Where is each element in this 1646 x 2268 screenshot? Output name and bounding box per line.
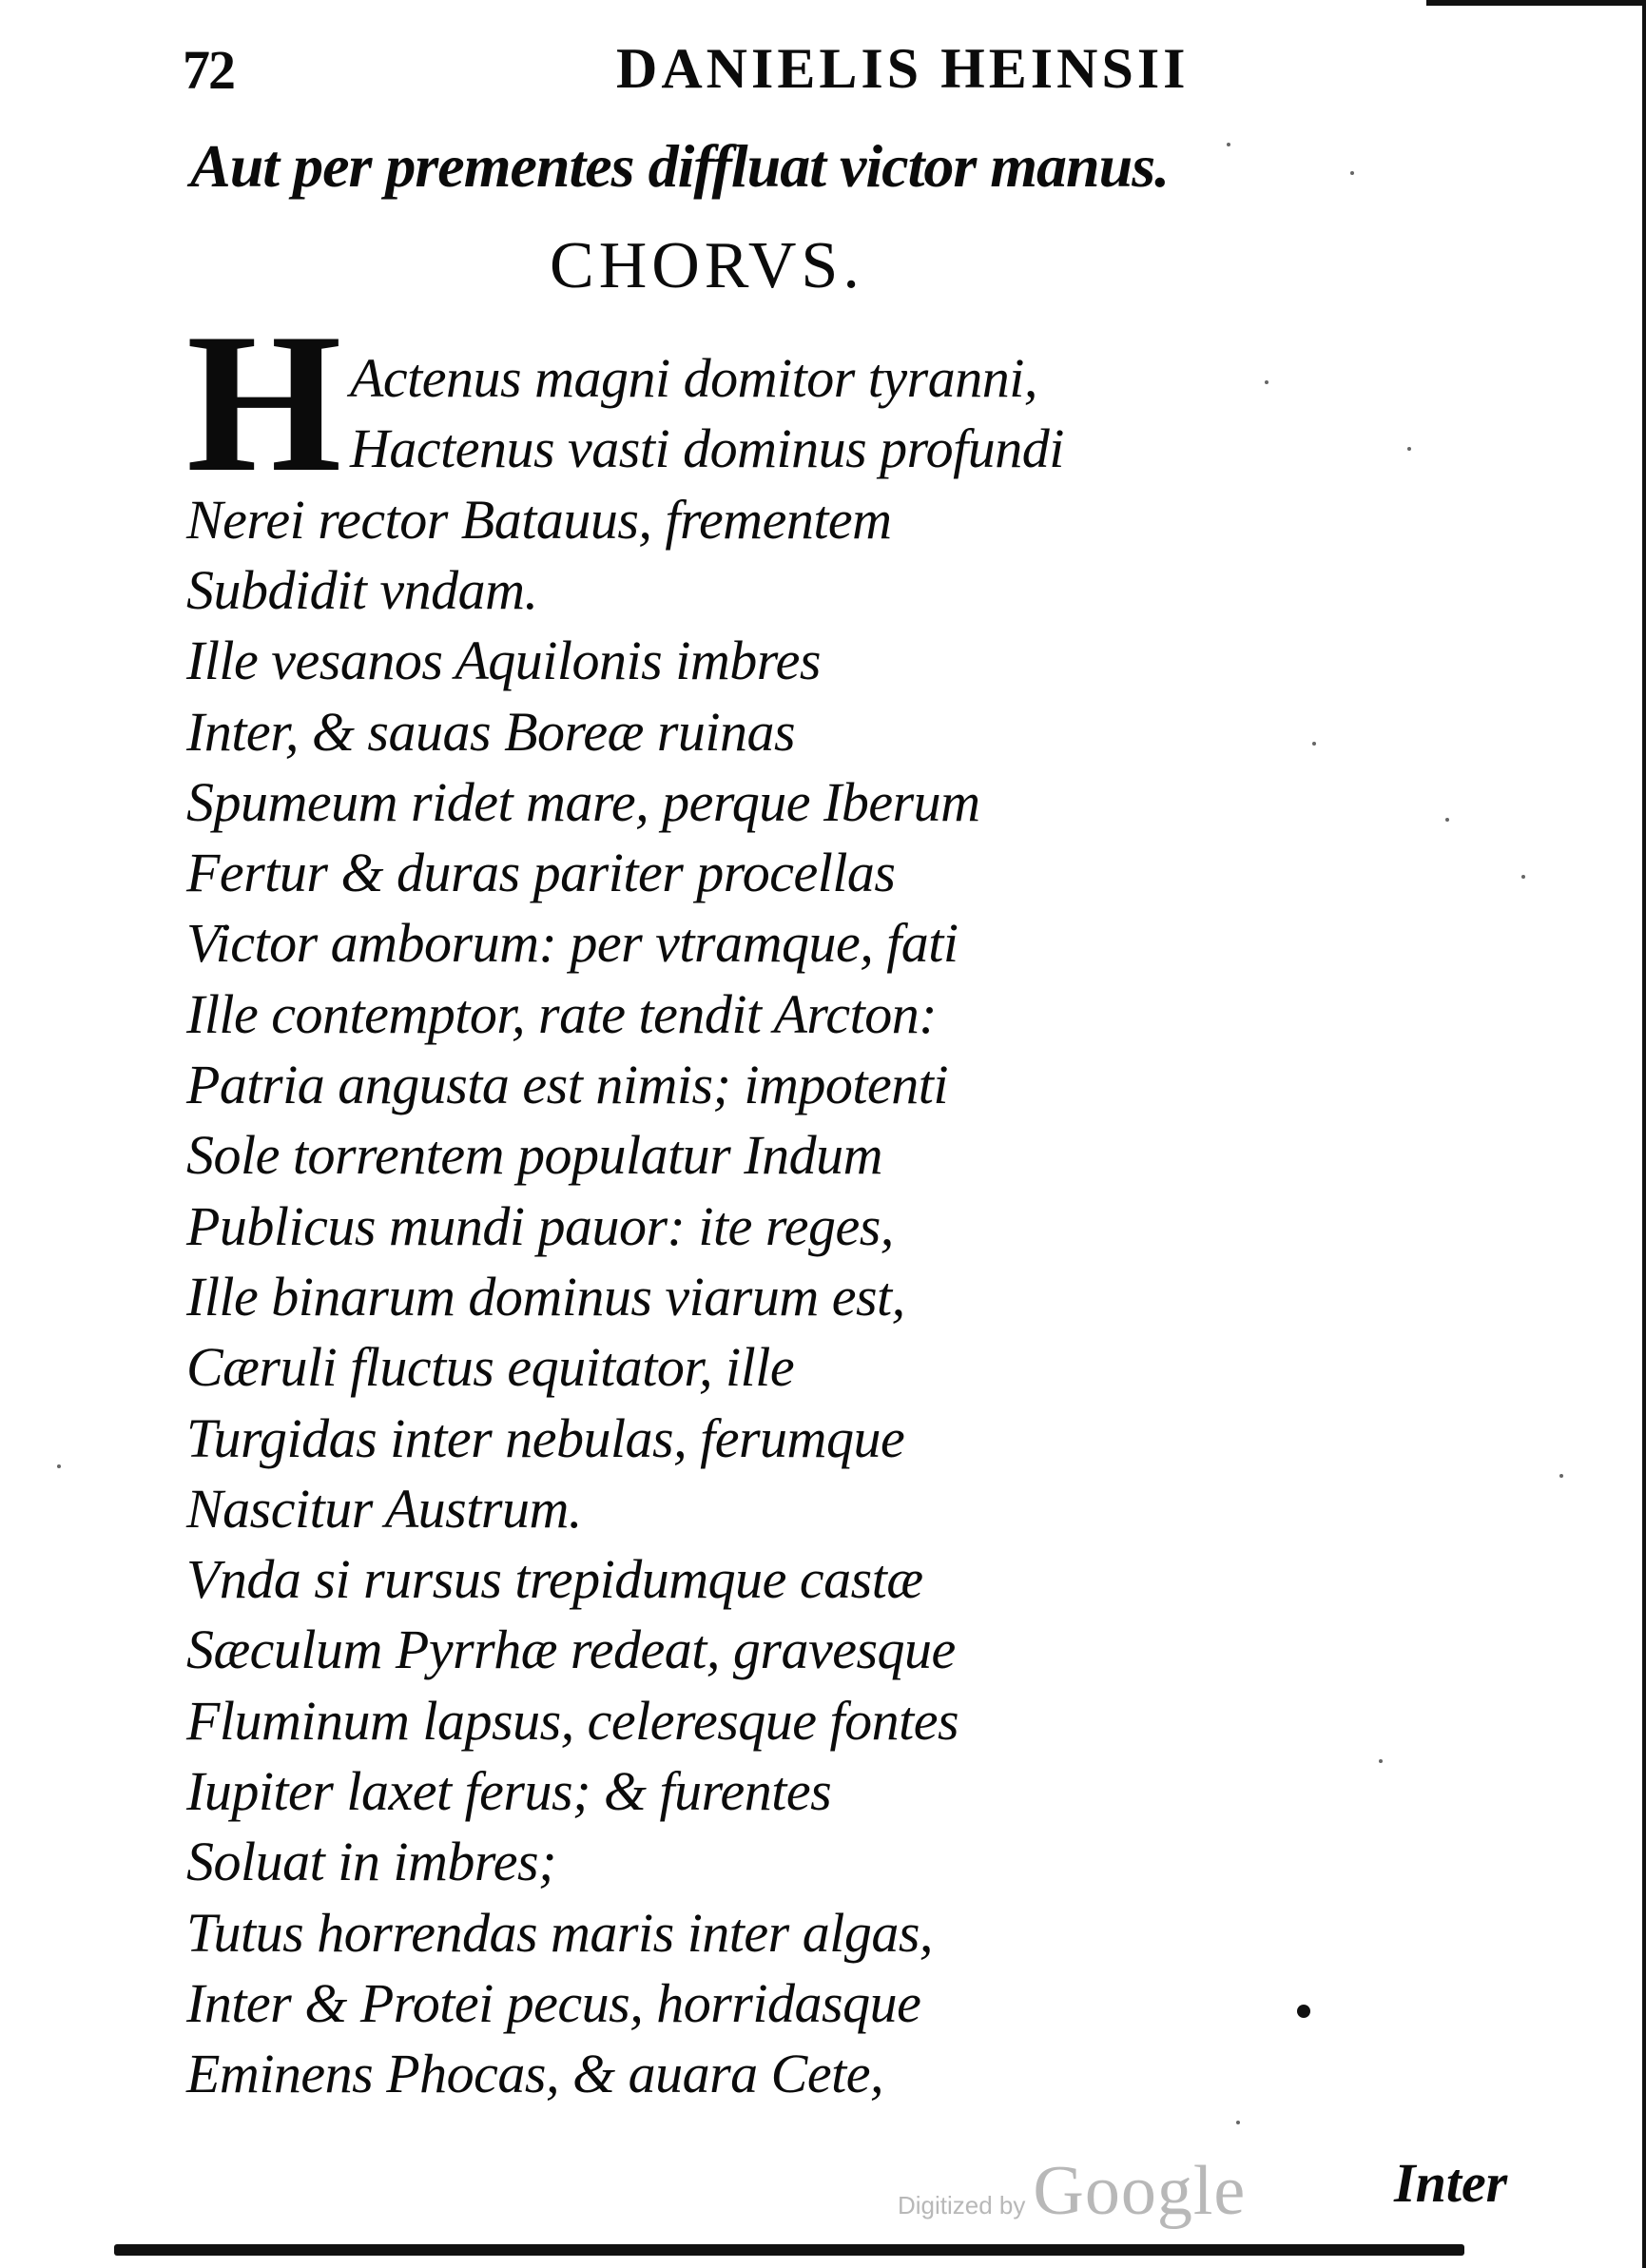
verse-line: Spumeum ridet mare, perque Iberum [186, 770, 980, 833]
verse-line: Ille contemptor, rate tendit Arcton: [186, 982, 938, 1045]
verse-line: Sæculum Pyrrhæ redeat, gravesque [186, 1619, 956, 1681]
verse-line: Inter, & sauas Boreæ ruinas [186, 700, 796, 763]
scan-speck [1312, 742, 1316, 746]
verse-line: Cæruli fluctus equitator, ille [186, 1336, 795, 1399]
scan-speck [1445, 818, 1449, 822]
scan-speck [1407, 447, 1411, 451]
scan-speck [1559, 1474, 1563, 1478]
scan-speck [1227, 143, 1230, 146]
verse-line: Turgidas inter nebulas, ferumque [186, 1406, 905, 1469]
verse-line: Sole torrentem populatur Indum [186, 1124, 882, 1187]
scan-edge-right [1642, 0, 1646, 2268]
page-number: 72 [183, 39, 234, 101]
scan-speck [1379, 1759, 1383, 1763]
scan-speck [1350, 171, 1354, 175]
catchword: Inter [1394, 2152, 1508, 2214]
verse-line: Actenus magni domitor tyranni, [350, 347, 1037, 409]
verse-line: Fluminum lapsus, celeresque fontes [186, 1689, 959, 1752]
scan-speck [1297, 2005, 1310, 2018]
verse-line: Ille vesanos Aquilonis imbres [186, 630, 821, 692]
verse-line: Soluat in imbres; [186, 1831, 556, 1893]
verse-line: Nascitur Austrum. [186, 1477, 582, 1540]
drop-cap: H [186, 293, 342, 514]
verse-line: Eminens Phocas, & auara Cete, [186, 2043, 883, 2105]
verse-line: Publicus mundi pauor: ite reges, [186, 1194, 894, 1257]
scan-speck [1521, 875, 1525, 879]
scan-speck [1236, 2121, 1240, 2124]
google-logo: Google [1033, 2152, 1247, 2230]
scan-speck [57, 1464, 61, 1468]
verse-line: Fertur & duras pariter procellas [186, 842, 896, 904]
carry-over-verse: Aut per prementes diffluat victor manus. [190, 132, 1170, 200]
watermark-prefix: Digitized by [898, 2191, 1026, 2220]
verse-line: Inter & Protei pecus, horridasque [186, 1971, 921, 2034]
verse-line: Subdidit vndam. [186, 558, 538, 621]
running-head: DANIELIS HEINSII [616, 37, 1190, 100]
verse-line: Nerei rector Batauus, frementem [186, 488, 892, 551]
verse-line: Tutus horrendas maris inter algas, [186, 1901, 933, 1964]
verse-line: Ille binarum dominus viarum est, [186, 1265, 905, 1328]
section-title: CHORVS. [550, 229, 864, 302]
verse-line: Iupiter laxet ferus; & furentes [186, 1760, 832, 1822]
verse-line: Victor amborum: per vtramque, fati [186, 912, 959, 975]
verse-line: Patria angusta est nimis; impotenti [186, 1054, 948, 1115]
verse-line: Hactenus vasti dominus profundi [350, 417, 1064, 480]
scan-edge-top [1426, 0, 1646, 6]
scan-edge-bottom [114, 2244, 1464, 2256]
scan-speck [1265, 380, 1268, 384]
digitized-watermark [898, 2151, 1246, 2232]
verse-line: Vnda si rursus trepidumque castæ [186, 1548, 923, 1611]
